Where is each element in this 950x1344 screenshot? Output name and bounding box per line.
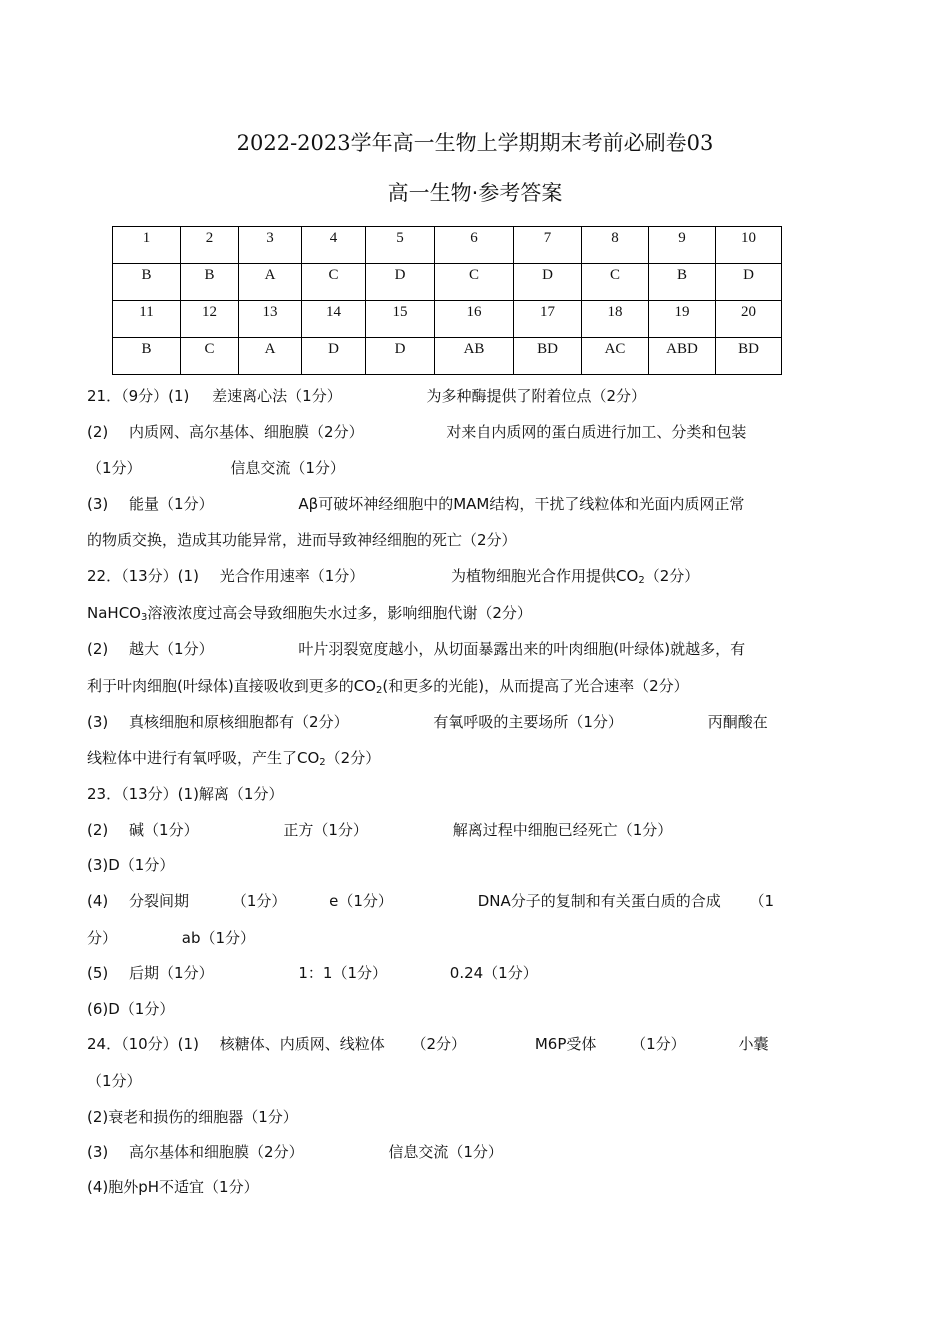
table-cell: D: [366, 264, 435, 301]
subscript: 2: [376, 685, 383, 696]
answer-line: [87, 675, 689, 696]
table-cell: 19: [649, 301, 716, 338]
text: 信息交流（1分）: [388, 1143, 503, 1161]
table-cell: 4: [302, 227, 366, 264]
table-cell: 7: [514, 227, 582, 264]
table-cell: 16: [435, 301, 514, 338]
text: 22．（13分）(1): [87, 567, 199, 585]
text: （1分）: [631, 1035, 686, 1053]
text: (和更多的光能)，从而提高了光合速率（2分）: [382, 677, 689, 695]
text: 利于叶肉细胞(叶绿体)直接吸收到更多的CO: [87, 677, 376, 695]
text: 能量（1分）: [129, 495, 214, 513]
text: （1: [749, 892, 775, 910]
text: 丙酮酸在: [707, 713, 768, 731]
text: 光合作用速率（1分）: [219, 567, 365, 585]
table-cell: C: [302, 264, 366, 301]
answer-line: [87, 1106, 298, 1127]
table-row: [113, 301, 782, 338]
text: 的物质交换，造成其功能异常，进而导致神经细胞的死亡（2分）: [87, 531, 517, 549]
text: (2): [87, 423, 109, 441]
answer-line: [87, 493, 744, 514]
text: 高尔基体和细胞膜（2分）: [129, 1143, 304, 1161]
table-cell: 14: [302, 301, 366, 338]
table-cell: A: [239, 264, 302, 301]
table-cell: 8: [582, 227, 649, 264]
text: 1：1（1分）: [298, 964, 387, 982]
text: 叶片羽裂宽度越小，从切面暴露出来的叶肉细胞(叶绿体)就越多，有: [298, 640, 746, 658]
text: 差速离心法（1分）: [212, 387, 342, 405]
table-cell: D: [302, 338, 366, 375]
answer-line: [87, 854, 174, 875]
text: （2分）: [325, 749, 381, 767]
text: 有氧呼吸的主要场所（1分）: [433, 713, 623, 731]
text: (4)胞外pH不适宜（1分）: [87, 1178, 259, 1196]
table-cell: 1: [113, 227, 181, 264]
text: （1分）: [87, 1072, 142, 1090]
text: (2)衰老和损伤的细胞器（1分）: [87, 1108, 298, 1126]
text: 线粒体中进行有氧呼吸，产生了CO: [87, 749, 320, 767]
text: 小囊: [738, 1035, 769, 1053]
answer-line: [87, 998, 174, 1019]
text: 23．（13分）(1)解离（1分）: [87, 785, 284, 803]
text: 分）: [87, 929, 118, 947]
text: 为植物细胞光合作用提供CO: [451, 567, 639, 585]
page-subtitle: 高一生物·参考答案: [387, 181, 563, 205]
answer-line: [87, 711, 768, 732]
text: (3): [87, 713, 109, 731]
table-cell: C: [582, 264, 649, 301]
answer-line: [87, 638, 745, 659]
page-title: 2022-2023学年高一生物上学期期末考前必刷卷03: [236, 131, 714, 155]
answer-line: [87, 783, 283, 804]
table-row: [113, 227, 782, 264]
text: (3): [87, 1143, 109, 1161]
answer-line: [87, 1070, 142, 1091]
table-cell: 10: [716, 227, 782, 264]
table-cell: D: [716, 264, 782, 301]
table-cell: D: [366, 338, 435, 375]
text: （2分）: [411, 1035, 467, 1053]
text: 后期（1分）: [129, 964, 214, 982]
answer-line: [87, 421, 746, 442]
subscript: 2: [319, 757, 326, 768]
table-cell: 17: [514, 301, 582, 338]
table-cell: 18: [582, 301, 649, 338]
answer-line: [87, 1176, 259, 1197]
answer-table: [112, 226, 782, 375]
text: 分裂间期: [129, 892, 190, 910]
text: NaHCO: [87, 604, 141, 622]
table-cell: AB: [435, 338, 514, 375]
text: (3): [87, 495, 109, 513]
subscript: 2: [638, 575, 645, 586]
text: 解离过程中细胞已经死亡（1分）: [452, 821, 673, 839]
table-cell: BD: [514, 338, 582, 375]
table-cell: 11: [113, 301, 181, 338]
answer-line: [87, 747, 380, 768]
text: 0.24（1分）: [449, 964, 538, 982]
table-cell: A: [239, 338, 302, 375]
answer-line: [87, 565, 699, 586]
text: (4): [87, 892, 109, 910]
table-cell: BD: [716, 338, 782, 375]
text: M6P受体: [534, 1035, 597, 1053]
table-cell: D: [514, 264, 582, 301]
table-cell: B: [113, 264, 181, 301]
table-cell: C: [181, 338, 239, 375]
answer-line: [87, 1141, 503, 1162]
table-cell: 15: [366, 301, 435, 338]
answer-line: [87, 602, 532, 623]
text: 核糖体、内质网、线粒体: [219, 1035, 385, 1053]
table-cell: 13: [239, 301, 302, 338]
table-cell: C: [435, 264, 514, 301]
answer-line: [87, 385, 646, 406]
table-cell: B: [113, 338, 181, 375]
text: Aβ可破坏神经细胞中的MAM结构，干扰了线粒体和光面内质网正常: [298, 495, 745, 513]
text: 越大（1分）: [129, 640, 214, 658]
text: 内质网、高尔基体、细胞膜（2分）: [129, 423, 364, 441]
answer-line: [87, 927, 255, 948]
text: 对来自内质网的蛋白质进行加工、分类和包装: [446, 423, 747, 441]
answer-line: [87, 962, 538, 983]
table-cell: 20: [716, 301, 782, 338]
table-cell: B: [649, 264, 716, 301]
table-cell: ABD: [649, 338, 716, 375]
table-row: [113, 338, 782, 375]
text: 21．（9分）(1): [87, 387, 190, 405]
table-cell: 3: [239, 227, 302, 264]
text: (6)D（1分）: [87, 1000, 175, 1018]
text: ab（1分）: [181, 929, 256, 947]
text: e（1分）: [329, 892, 393, 910]
text: (2): [87, 640, 109, 658]
table-cell: 6: [435, 227, 514, 264]
text: (3)D（1分）: [87, 856, 175, 874]
text: (5): [87, 964, 109, 982]
answer-line: [87, 890, 774, 911]
text: 信息交流（1分）: [230, 459, 345, 477]
answer-line: [87, 529, 517, 550]
text: 真核细胞和原核细胞都有（2分）: [129, 713, 349, 731]
text: 溶液浓度过高会导致细胞失水过多，影响细胞代谢（2分）: [147, 604, 532, 622]
table-cell: B: [181, 264, 239, 301]
table-cell: 5: [366, 227, 435, 264]
text: 碱（1分）: [129, 821, 199, 839]
text: DNA分子的复制和有关蛋白质的合成: [477, 892, 721, 910]
table-row: [113, 264, 782, 301]
answer-line: [87, 819, 672, 840]
table-cell: 2: [181, 227, 239, 264]
table-cell: 12: [181, 301, 239, 338]
table-cell: 9: [649, 227, 716, 264]
text: （1分）: [231, 892, 287, 910]
subscript: 3: [140, 612, 148, 623]
text: 为多种酶提供了附着位点（2分）: [426, 387, 647, 405]
text: 24．（10分）(1): [87, 1035, 199, 1053]
text: （1分）: [87, 459, 142, 477]
answer-line: [87, 457, 345, 478]
text: 正方（1分）: [283, 821, 368, 839]
text: (2): [87, 821, 109, 839]
table-cell: AC: [582, 338, 649, 375]
text: （2分）: [644, 567, 700, 585]
answer-line: [87, 1033, 768, 1054]
